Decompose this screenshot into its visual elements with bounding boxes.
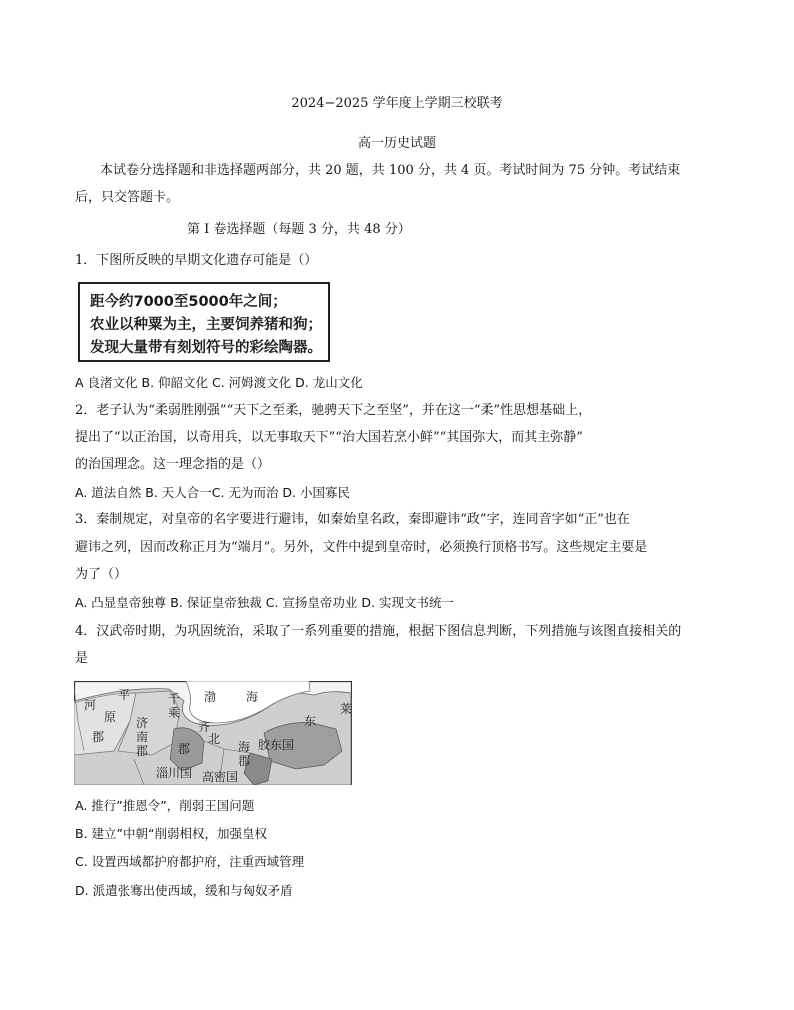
q3-line-3: 为了（）: [75, 567, 128, 582]
q4-option-c: C. 设置西域都护府都护府，注重西域管理: [75, 854, 305, 869]
q3-options: A. 凸显皇帝独尊 B. 保证皇帝独裁 C. 宣扬皇帝功业 D. 实现文书统一: [75, 595, 454, 610]
map-label-jun-3: 郡: [178, 742, 191, 756]
q1-box-line-1: 距今约7000至5000年之间；: [90, 294, 287, 310]
map-label-bo: 渤: [204, 690, 217, 704]
q2-line-1: 2．老子认为“柔弱胜刚强”“天下之至柔，驰骋天下之至坚”，并在这一“柔”性思想基础上，: [75, 403, 592, 418]
q4-line-2: 是: [75, 651, 89, 666]
map-label-jun-4: 郡: [238, 754, 251, 768]
q4-line-1: 4．汉武帝时期，为巩固统治，采取了一系列重要的措施，根据下图信息判断，下列措施与该图直接相关的: [75, 624, 682, 639]
exam-subtitle: 高一历史试题: [357, 136, 436, 151]
exam-title: 2024−2025 学年度上学期三校联考: [291, 96, 503, 111]
map-label-bei: 北: [208, 732, 221, 746]
map-label-jiaodong: 胶东国: [258, 738, 295, 752]
map-label-yuan: 原: [104, 710, 117, 724]
q2-line-3: 的治国理念。这一理念指的是（）: [75, 457, 271, 472]
map-label-gaomi: 高密国: [202, 770, 239, 784]
map-label-hai-2: 海: [238, 740, 251, 754]
map-label-lai: 莱: [340, 702, 352, 716]
q4-han-map: [74, 681, 352, 785]
map-label-zichuan: 淄川国: [156, 766, 193, 780]
q3-line-1: 3．秦制规定，对皇帝的名字要进行避讳，如秦始皇名政，秦即避讳“政”字，连同音字如“正”也在: [75, 512, 630, 527]
q1-box-line-3: 发现大量带有刻划符号的彩绘陶器。: [90, 340, 322, 356]
map-label-qi: 齐: [198, 720, 211, 734]
map-label-nan: 南: [136, 730, 149, 744]
map-label-dong: 东: [304, 714, 317, 728]
intro-line-2: 后，只交答题卡。: [75, 190, 180, 205]
map-label-ping: 平: [118, 688, 131, 702]
q2-line-2: 提出了“以正治国，以奇用兵，以无事取天下”“治大国若烹小鲜”“其国弥大，而其主弥静”: [75, 430, 583, 445]
q1-info-box: [78, 282, 330, 362]
q2-options: A. 道法自然 B. 天人合一C. 无为而治 D. 小国寡民: [75, 485, 350, 500]
map-label-he: 河: [84, 698, 97, 712]
map-label-ji: 济: [136, 716, 149, 730]
intro-line-1: 本试卷分选择题和非选择题两部分，共 20 题，共 100 分，共 4 页。考试时间为 75 分钟。考试结束: [100, 163, 681, 178]
q4-option-d: D. 派遣张骞出使西域，缓和与匈奴矛盾: [75, 883, 293, 898]
map-label-cheng: 乘: [168, 706, 181, 720]
section-title: 第 I 卷选择题（每题 3 分，共 48 分）: [187, 222, 411, 237]
q4-option-a: A. 推行”推恩令”，削弱王国问题: [75, 798, 255, 813]
q3-line-2: 避讳之列，因而改称正月为“端月”。另外，文件中提到皇帝时，必须换行顶格书写。这些规定主要是: [75, 540, 648, 555]
map-label-jun-1: 郡: [92, 730, 105, 744]
map-label-jun-2: 郡: [136, 744, 149, 758]
map-label-hai: 海: [246, 690, 259, 704]
q1-options: A 良渚文化 B. 仰韶文化 C. 河姆渡文化 D. 龙山文化: [75, 375, 363, 390]
q1-box-line-2: 农业以种粟为主，主要饲养猪和狗；: [90, 317, 322, 333]
q1-stem: 1．下图所反映的早期文化遗存可能是（）: [75, 253, 318, 268]
q4-option-b: B. 建立”中朝“削弱相权，加强皇权: [75, 826, 267, 841]
map-label-qian: 千: [168, 692, 181, 706]
